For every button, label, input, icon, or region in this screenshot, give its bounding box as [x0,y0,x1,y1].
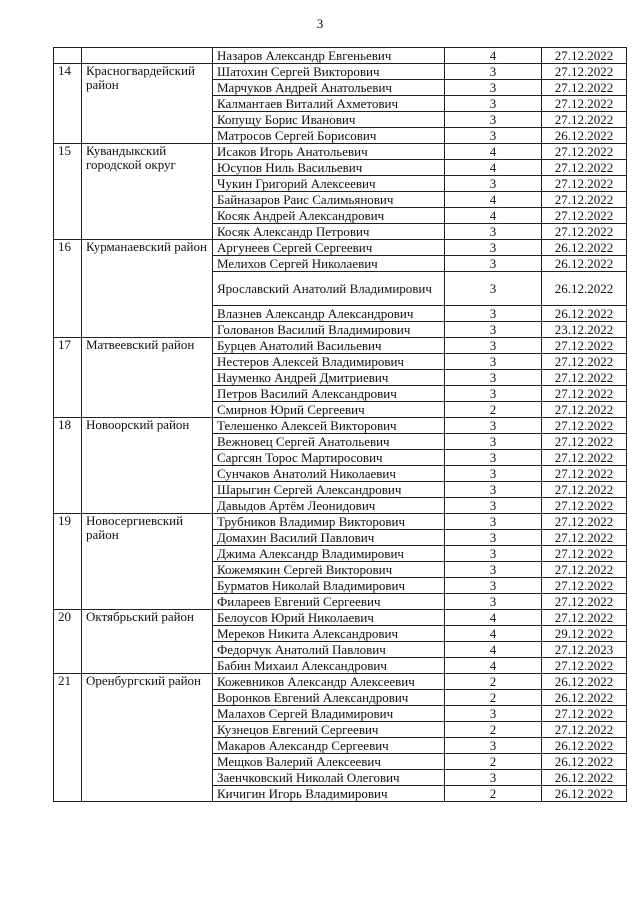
person-name-cell: Белоусов Юрий Николаевич [213,610,445,626]
date-cell: 27.12.2022 [542,658,627,674]
district-cell: Курманаевский район [82,240,213,338]
grade-cell: 4 [445,642,542,658]
grade-cell: 2 [445,690,542,706]
person-name-cell: Кичигин Игорь Владимирович [213,786,445,802]
grade-cell: 3 [445,770,542,786]
grade-cell: 2 [445,402,542,418]
group-number-cell: 19 [54,514,82,610]
person-name-cell: Косяк Андрей Александрович [213,208,445,224]
group-number-cell: 14 [54,64,82,144]
date-cell: 27.12.2023 [542,642,627,658]
date-cell: 27.12.2022 [542,386,627,402]
table-row [54,64,627,80]
district-cell: Оренбургский район [82,674,213,802]
date-cell: 27.12.2022 [542,64,627,80]
date-cell: 26.12.2022 [542,770,627,786]
grade-cell: 3 [445,272,542,306]
person-name-cell: Марчуков Андрей Анатольевич [213,80,445,96]
date-cell: 27.12.2022 [542,354,627,370]
date-cell: 26.12.2022 [542,306,627,322]
group-number-cell: 18 [54,418,82,514]
grade-cell: 2 [445,722,542,738]
person-name-cell: Назаров Александр Евгеньевич [213,48,445,64]
person-name-cell: Мереков Никита Александрович [213,626,445,642]
date-cell: 27.12.2022 [542,466,627,482]
person-name-cell: Копущу Борис Иванович [213,112,445,128]
district-cell: Красногвардейский район [82,64,213,144]
group-number-cell [54,48,82,64]
person-name-cell: Бурматов Николай Владимирович [213,578,445,594]
district-cell: Матвеевский район [82,338,213,418]
date-cell: 27.12.2022 [542,160,627,176]
person-name-cell: Саргсян Торос Мартиросович [213,450,445,466]
person-name-cell: Мелихов Сергей Николаевич [213,256,445,272]
person-name-cell: Шатохин Сергей Викторович [213,64,445,80]
grade-cell: 3 [445,466,542,482]
person-name-cell: Нестеров Алексей Владимирович [213,354,445,370]
date-cell: 27.12.2022 [542,208,627,224]
grade-cell: 3 [445,240,542,256]
date-cell: 26.12.2022 [542,272,627,306]
person-name-cell: Заенчковский Николай Олегович [213,770,445,786]
person-name-cell: Давыдов Артём Леонидович [213,498,445,514]
date-cell: 27.12.2022 [542,402,627,418]
date-cell: 27.12.2022 [542,144,627,160]
grade-cell: 2 [445,674,542,690]
page-number: 3 [316,16,324,31]
date-cell: 23.12.2022 [542,322,627,338]
grade-cell: 3 [445,306,542,322]
grade-cell: 3 [445,706,542,722]
district-cell: Новоорский район [82,418,213,514]
personnel-table [53,47,627,802]
date-cell: 27.12.2022 [542,482,627,498]
grade-cell: 3 [445,128,542,144]
person-name-cell: Калмантаев Виталий Ахметович [213,96,445,112]
table-row [54,514,627,530]
date-cell: 27.12.2022 [542,578,627,594]
grade-cell: 3 [445,514,542,530]
district-cell: Кувандыкский городской округ [82,144,213,240]
date-cell: 27.12.2022 [542,224,627,240]
date-cell: 27.12.2022 [542,48,627,64]
person-name-cell: Телешенко Алексей Викторович [213,418,445,434]
person-name-cell: Исаков Игорь Анатольевич [213,144,445,160]
date-cell: 27.12.2022 [542,498,627,514]
district-cell [82,48,213,64]
date-cell: 27.12.2022 [542,96,627,112]
grade-cell: 3 [445,80,542,96]
district-cell: Новосергиевский район [82,514,213,610]
person-name-cell: Юсупов Ниль Васильевич [213,160,445,176]
grade-cell: 4 [445,160,542,176]
date-cell: 26.12.2022 [542,786,627,802]
person-name-cell: Домахин Василий Павлович [213,530,445,546]
person-name-cell: Федорчук Анатолий Павлович [213,642,445,658]
grade-cell: 3 [445,546,542,562]
date-cell: 27.12.2022 [542,450,627,466]
person-name-cell: Воронков Евгений Александрович [213,690,445,706]
grade-cell: 4 [445,144,542,160]
date-cell: 27.12.2022 [542,418,627,434]
grade-cell: 3 [445,530,542,546]
person-name-cell: Сунчаков Анатолий Николаевич [213,466,445,482]
date-cell: 27.12.2022 [542,706,627,722]
person-name-cell: Шарыгин Сергей Александрович [213,482,445,498]
person-name-cell: Мещков Валерий Алексеевич [213,754,445,770]
date-cell: 27.12.2022 [542,80,627,96]
person-name-cell: Макаров Александр Сергеевич [213,738,445,754]
grade-cell: 3 [445,418,542,434]
grade-cell: 3 [445,64,542,80]
date-cell: 26.12.2022 [542,754,627,770]
date-cell: 27.12.2022 [542,594,627,610]
group-number-cell: 17 [54,338,82,418]
date-cell: 26.12.2022 [542,674,627,690]
date-cell: 27.12.2022 [542,722,627,738]
person-name-cell: Кузнецов Евгений Сергеевич [213,722,445,738]
table-row [54,144,627,160]
person-name-cell: Косяк Александр Петрович [213,224,445,240]
person-name-cell: Вежновец Сергей Анатольевич [213,434,445,450]
table-row [54,674,627,690]
date-cell: 27.12.2022 [542,434,627,450]
personnel-table-body [54,48,627,802]
date-cell: 27.12.2022 [542,514,627,530]
person-name-cell: Трубников Владимир Викторович [213,514,445,530]
grade-cell: 3 [445,354,542,370]
date-cell: 27.12.2022 [542,192,627,208]
grade-cell: 3 [445,224,542,240]
date-cell: 26.12.2022 [542,256,627,272]
grade-cell: 3 [445,434,542,450]
grade-cell: 4 [445,658,542,674]
grade-cell: 3 [445,322,542,338]
person-name-cell: Бурцев Анатолий Васильевич [213,338,445,354]
grade-cell: 3 [445,738,542,754]
person-name-cell: Петров Василий Александрович [213,386,445,402]
person-name-cell: Матросов Сергей Борисович [213,128,445,144]
person-name-cell: Аргунеев Сергей Сергеевич [213,240,445,256]
table-row [54,240,627,256]
grade-cell: 3 [445,256,542,272]
grade-cell: 3 [445,176,542,192]
grade-cell: 3 [445,112,542,128]
grade-cell: 4 [445,192,542,208]
person-name-cell: Филареев Евгений Сергеевич [213,594,445,610]
person-name-cell: Смирнов Юрий Сергеевич [213,402,445,418]
date-cell: 27.12.2022 [542,370,627,386]
group-number-cell: 21 [54,674,82,802]
grade-cell: 4 [445,208,542,224]
grade-cell: 3 [445,338,542,354]
group-number-cell: 16 [54,240,82,338]
group-number-cell: 15 [54,144,82,240]
person-name-cell: Байназаров Раис Салимьянович [213,192,445,208]
date-cell: 27.12.2022 [542,546,627,562]
date-cell: 26.12.2022 [542,738,627,754]
grade-cell: 3 [445,370,542,386]
grade-cell: 3 [445,482,542,498]
date-cell: 27.12.2022 [542,530,627,546]
grade-cell: 3 [445,562,542,578]
person-name-cell: Влазнев Александр Александрович [213,306,445,322]
grade-cell: 3 [445,96,542,112]
grade-cell: 2 [445,786,542,802]
person-name-cell: Малахов Сергей Владимирович [213,706,445,722]
date-cell: 26.12.2022 [542,240,627,256]
grade-cell: 3 [445,594,542,610]
grade-cell: 3 [445,450,542,466]
grade-cell: 3 [445,578,542,594]
table-row [54,610,627,626]
person-name-cell: Голованов Василий Владимирович [213,322,445,338]
person-name-cell: Науменко Андрей Дмитриевич [213,370,445,386]
person-name-cell: Кожемякин Сергей Викторович [213,562,445,578]
grade-cell: 4 [445,626,542,642]
date-cell: 26.12.2022 [542,690,627,706]
person-name-cell: Ярославский Анатолий Владимирович [213,272,445,306]
date-cell: 27.12.2022 [542,338,627,354]
date-cell: 27.12.2022 [542,562,627,578]
table-row [54,338,627,354]
date-cell: 27.12.2022 [542,610,627,626]
grade-cell: 4 [445,610,542,626]
person-name-cell: Бабин Михаил Александрович [213,658,445,674]
date-cell: 29.12.2022 [542,626,627,642]
table-row [54,48,627,64]
grade-cell: 4 [445,48,542,64]
grade-cell: 3 [445,386,542,402]
group-number-cell: 20 [54,610,82,674]
date-cell: 27.12.2022 [542,112,627,128]
person-name-cell: Чукин Григорий Алексеевич [213,176,445,192]
table-row [54,418,627,434]
grade-cell: 2 [445,754,542,770]
person-name-cell: Кожевников Александр Алексеевич [213,674,445,690]
person-name-cell: Джима Александр Владимирович [213,546,445,562]
date-cell: 27.12.2022 [542,176,627,192]
grade-cell: 3 [445,498,542,514]
district-cell: Октябрьский район [82,610,213,674]
date-cell: 26.12.2022 [542,128,627,144]
